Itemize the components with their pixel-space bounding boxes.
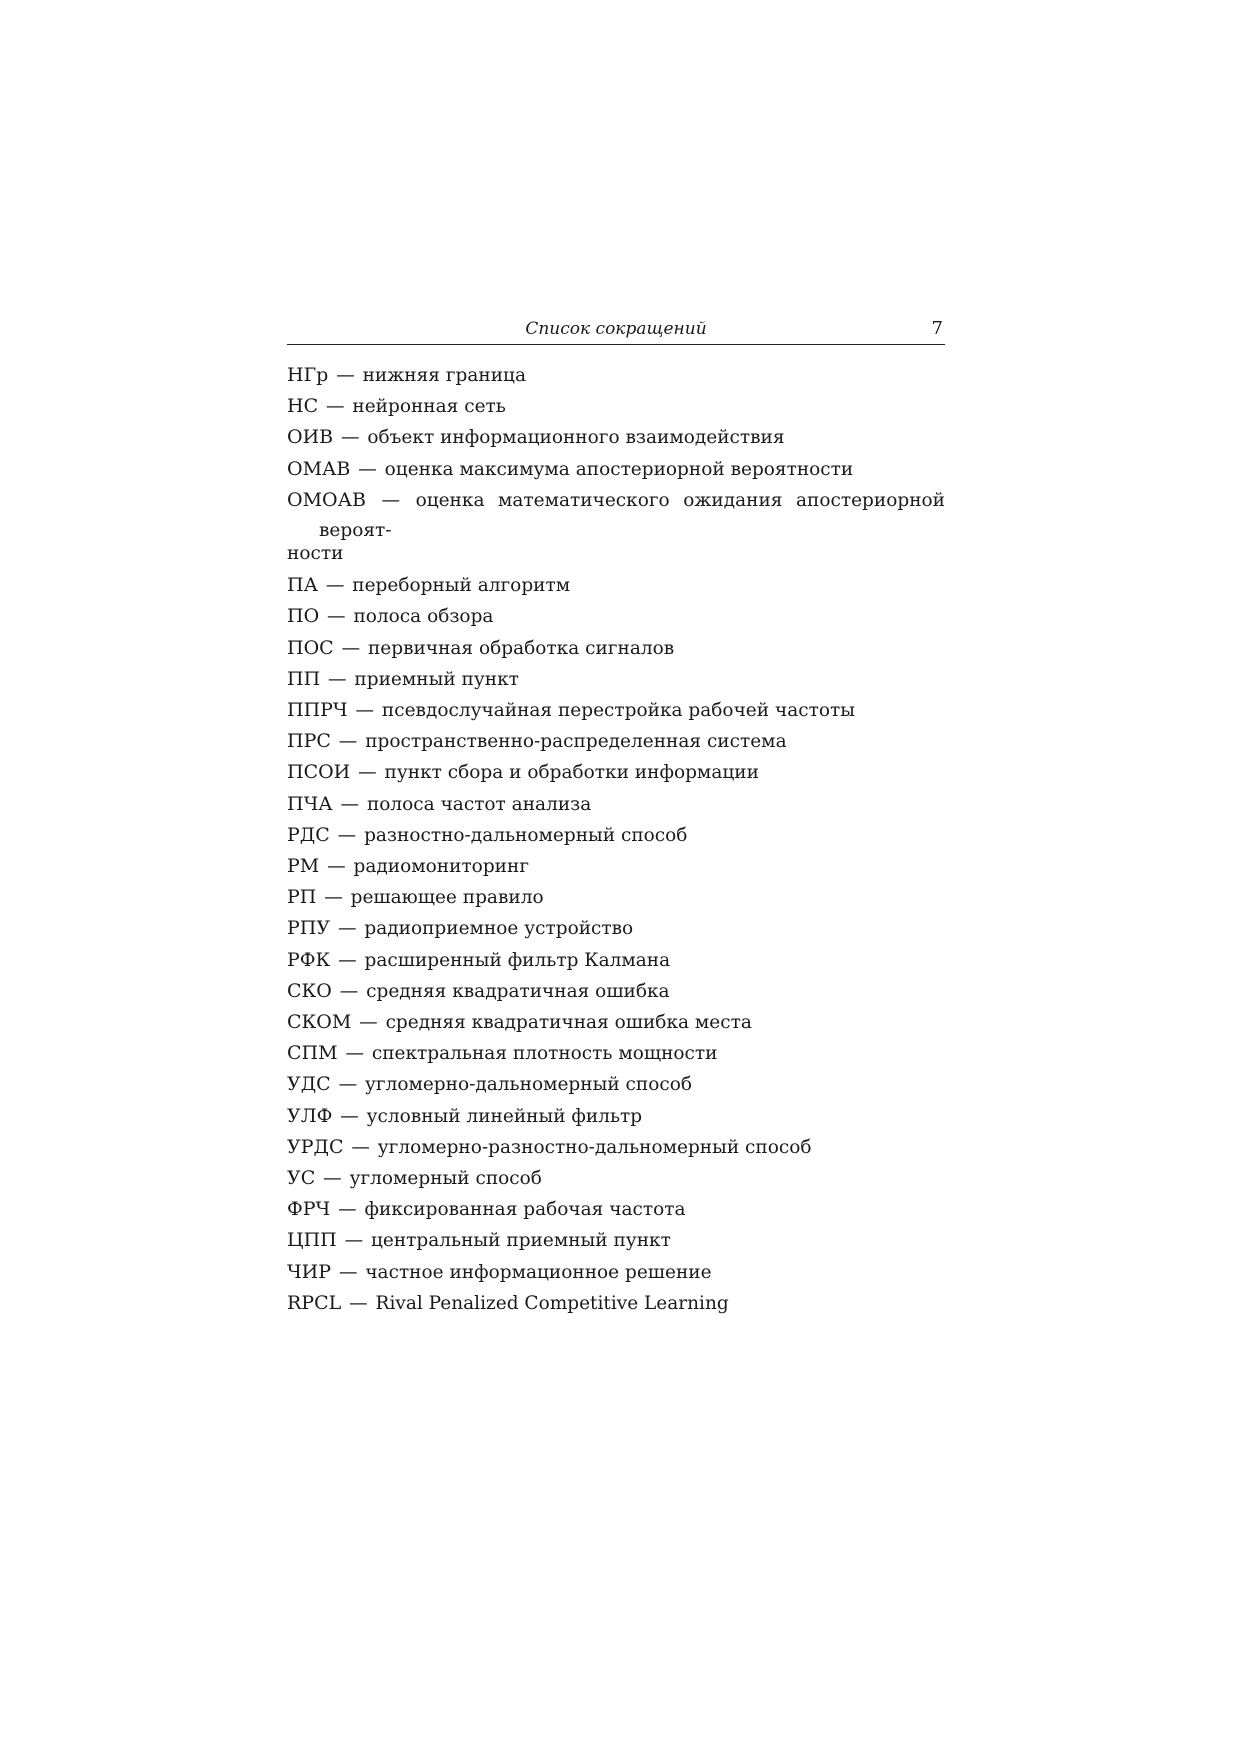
abbreviation-definition: расширенный фильтр Калмана [364,949,671,971]
abbreviation-definition: нижняя граница [362,365,526,386]
abbreviation-item [287,601,945,632]
abbreviation-item [287,1069,945,1100]
abbreviation-definition: приемный пункт [354,668,519,690]
abbreviation-term: СКО [287,979,332,1002]
abbreviation-item [287,945,945,976]
abbreviation-item [287,664,945,695]
em-dash-separator: — [340,793,360,815]
abbreviation-definition: средняя квадратичная ошибка [366,980,670,1002]
abbreviation-definition: нейронная сеть [352,396,506,418]
abbreviation-term: СКОМ [287,1011,352,1034]
em-dash-separator: — [336,365,355,386]
abbreviation-item [287,1132,945,1163]
abbreviation-item [287,485,945,570]
em-dash-separator: — [345,1043,364,1065]
abbreviation-term: РМ [287,855,320,878]
abbreviation-definition: пункт сбора и обработки информации [384,762,759,784]
abbreviation-term: ППРЧ [287,699,348,722]
em-dash-separator: — [341,427,360,449]
abbreviation-term: ФРЧ [287,1198,331,1221]
abbreviation-item [287,391,945,422]
abbreviation-definition: частное информационное решение [365,1261,712,1283]
abbreviation-term: ПОС [287,636,334,659]
abbreviation-definition: решающее правило [350,887,544,909]
abbreviation-definition: оценка математического ожидания апостериорной вероят- [319,489,945,542]
em-dash-separator: — [337,918,357,940]
abbreviation-item [287,851,945,882]
em-dash-separator: — [327,606,346,628]
abbreviation-term: ЦПП [287,1229,337,1252]
abbreviation-definition: условный линейный фильтр [366,1105,643,1127]
abbreviation-term: РПУ [287,917,331,940]
abbreviation-definition: псевдослучайная перестройка рабочей частоты [381,700,855,722]
em-dash-separator: — [358,762,377,784]
em-dash-separator: — [349,1292,368,1314]
page-number: 7 [931,318,943,339]
abbreviation-term: НГр [287,364,329,386]
abbreviation-term: РФК [287,948,331,971]
em-dash-separator: — [339,980,359,1002]
abbreviation-item [287,360,945,391]
abbreviation-definition: разностно-дальномерный способ [364,824,688,846]
abbreviation-item [287,976,945,1007]
em-dash-separator: — [338,731,358,753]
abbreviation-definition: полоса обзора [353,606,494,628]
abbreviation-item [287,633,945,664]
em-dash-separator: — [351,1136,370,1158]
em-dash-separator: — [326,396,345,418]
abbreviation-term: ПЧА [287,792,333,815]
abbreviation-item [287,1288,945,1319]
abbreviation-definition: угломерно-дальномерный способ [365,1074,692,1096]
abbreviation-term: ПСОИ [287,761,351,784]
abbreviation-term: РП [287,886,317,909]
abbreviation-term: ПА [287,574,318,597]
abbreviation-definition-continuation: ности [287,543,344,565]
em-dash-separator: — [344,1230,364,1252]
abbreviation-item [287,1194,945,1225]
abbreviation-term: УРДС [287,1135,344,1158]
abbreviation-term: ЧИР [287,1260,332,1283]
abbreviation-definition: радиоприемное устройство [364,918,634,940]
abbreviation-definition: Rival Penalized Competitive Learning [375,1292,729,1314]
abbreviation-item [287,913,945,944]
abbreviation-definition: переборный алгоритм [352,575,571,597]
abbreviation-definition: угломерный способ [349,1168,542,1190]
abbreviation-item [287,757,945,788]
abbreviation-item [287,422,945,453]
abbreviation-item [287,1163,945,1194]
em-dash-separator: — [355,700,374,722]
abbreviation-item [287,1038,945,1069]
abbreviation-term: СПМ [287,1042,338,1065]
abbreviation-item [287,820,945,851]
abbreviation-term: ПП [287,667,321,690]
abbreviation-definition: угломерно-разностно-дальномерный способ [377,1136,812,1158]
abbreviation-term: УДС [287,1073,331,1096]
abbreviation-term: НС [287,395,319,418]
abbreviation-item [287,1225,945,1256]
abbreviation-term: РДС [287,823,330,846]
abbreviation-definition: средняя квадратичная ошибка места [385,1012,752,1034]
abbreviation-list [287,360,945,1319]
abbreviation-term: ОИВ [287,426,334,449]
em-dash-separator: — [338,1074,358,1096]
abbreviation-item [287,1101,945,1132]
abbreviation-item [287,695,945,726]
abbreviation-item [287,789,945,820]
abbreviation-definition: центральный приемный пункт [371,1230,671,1252]
em-dash-separator: — [359,1012,378,1034]
abbreviation-item [287,1257,945,1288]
abbreviation-term: RPCL [287,1291,342,1314]
em-dash-separator: — [341,637,361,659]
em-dash-separator: — [328,668,347,690]
abbreviation-term: УС [287,1167,316,1190]
abbreviation-definition: радиомониторинг [353,856,530,878]
em-dash-separator: — [324,887,343,909]
abbreviation-item [287,454,945,485]
abbreviation-definition: пространственно-распределенная система [365,731,787,753]
abbreviation-term: ОМАВ [287,457,351,480]
abbreviation-term: ПО [287,605,320,628]
abbreviation-item [287,570,945,601]
abbreviation-definition: объект информационного взаимодействия [367,427,785,449]
abbreviation-definition: оценка максимума апостериорной вероятности [384,458,854,480]
abbreviation-item [287,726,945,757]
abbreviation-definition: спектральная плотность мощности [371,1043,718,1065]
abbreviation-definition: первичная обработка сигналов [367,637,675,659]
em-dash-separator: — [381,489,401,511]
em-dash-separator: — [323,1168,342,1190]
abbreviation-definition: полоса частот анализа [366,793,592,815]
running-header [287,318,945,345]
abbreviation-item [287,882,945,913]
abbreviation-term: ОМОАВ [287,488,366,511]
em-dash-separator: — [340,1105,359,1127]
abbreviation-definition: фиксированная рабочая частота [364,1199,686,1221]
em-dash-separator: — [337,824,357,846]
em-dash-separator: — [338,1261,358,1283]
abbreviation-term: ПРС [287,730,331,753]
em-dash-separator: — [338,949,357,971]
em-dash-separator: — [358,458,377,480]
em-dash-separator: — [327,856,346,878]
abbreviation-item [287,1007,945,1038]
em-dash-separator: — [338,1199,357,1221]
book-page [287,318,945,1319]
em-dash-separator: — [325,575,345,597]
running-title: Список сокращений [525,319,707,339]
abbreviation-term: УЛФ [287,1104,333,1127]
